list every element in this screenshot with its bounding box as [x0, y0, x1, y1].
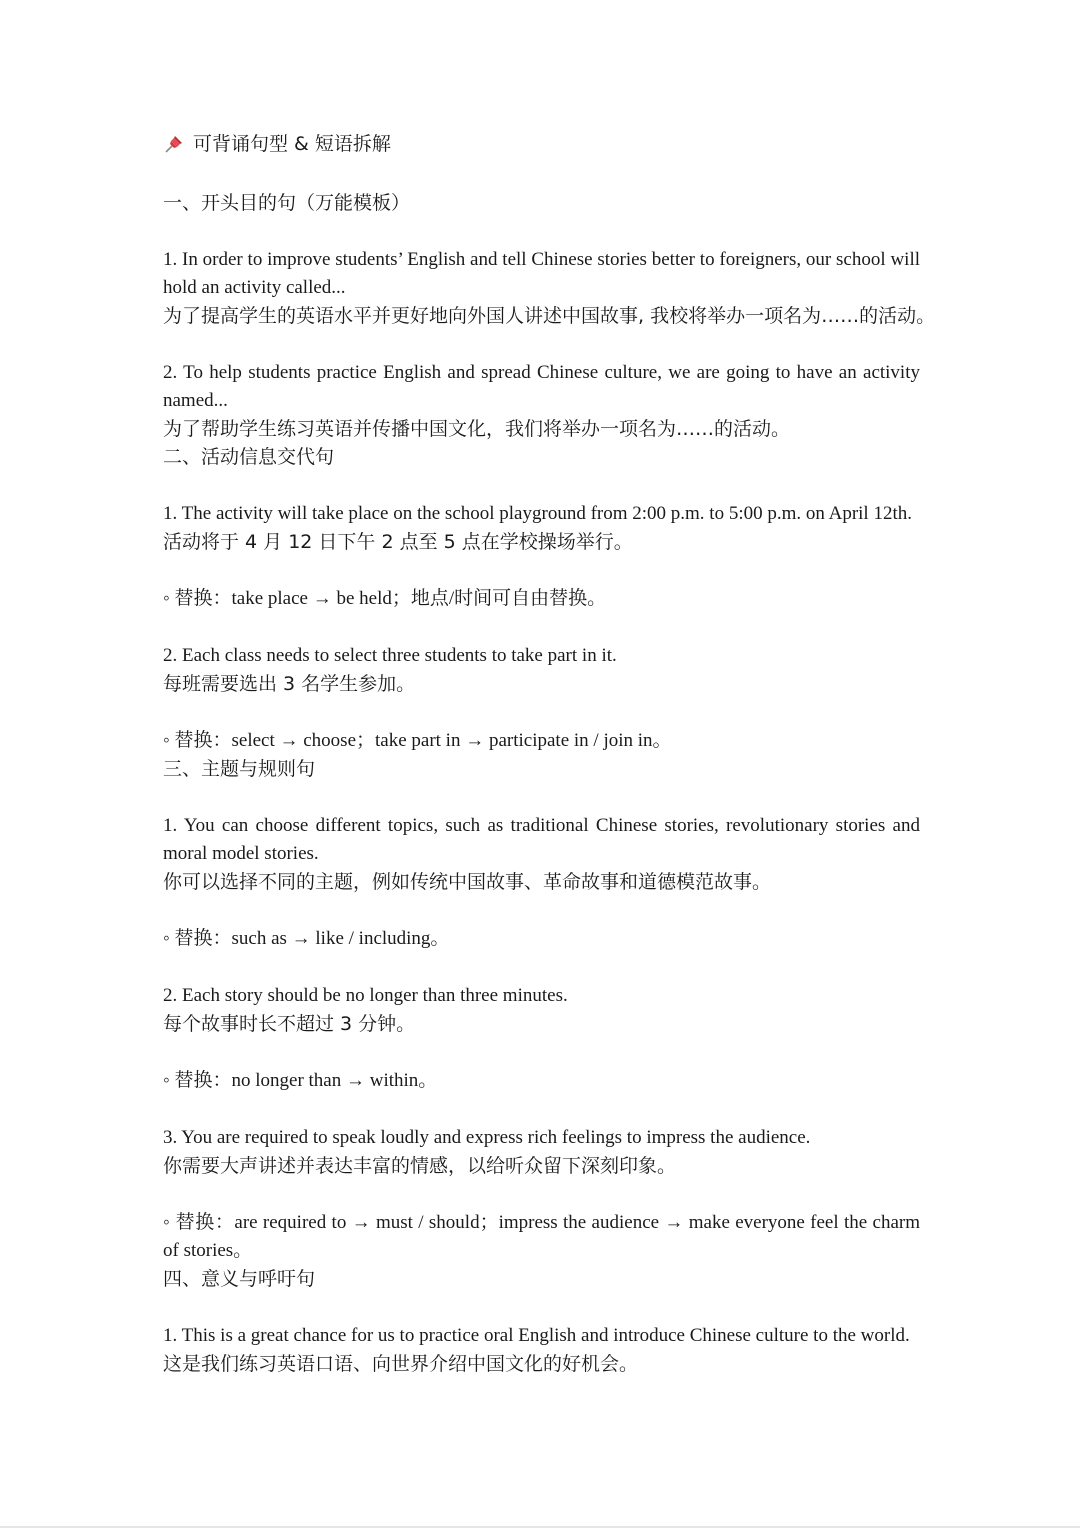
sentence-english: 1. This is a great chance for us to practice oral English and introduce Chinese culture to the world.: [163, 1325, 910, 1346]
substitution-note: ◦ 替换：are required to → must / should；impress the audience → make everyone feel the charm of stories。: [163, 1212, 920, 1261]
document-title: [163, 128, 920, 160]
sentence-chinese: 这是我们练习英语口语、向世界介绍中国文化的好机会。: [163, 1353, 639, 1375]
section-heading: 二、活动信息交代句: [163, 446, 335, 468]
sentence-chinese: 为了帮助学生练习英语并传播中国文化，我们将举办一项名为……的活动。: [163, 418, 791, 440]
sentence-english: 1. In order to improve students’ English and tell Chinese stories better to foreigners, our school will hold an activity called...: [163, 249, 920, 298]
substitution-note: ◦ 替换：such as → like / including。: [163, 928, 450, 949]
sentence-chinese: 你需要大声讲述并表达丰富的情感，以给听众留下深刻印象。: [163, 1155, 677, 1177]
sentence-english: 1. The activity will take place on the school playground from 2:00 p.m. to 5:00 p.m. on April 12th.: [163, 503, 912, 524]
section-heading: 一、开头目的句（万能模板）: [163, 192, 411, 214]
sentence-chinese: 每班需要选出 3 名学生参加。: [163, 673, 416, 695]
spacer: [163, 160, 920, 189]
sentence-chinese: 你可以选择不同的主题，例如传统中国故事、革命故事和道德模范故事。: [163, 871, 772, 893]
sentence-chinese: 为了提高学生的英语水平并更好地向外国人讲述中国故事, 我校将举办一项名为……的活动。: [163, 305, 936, 327]
section-heading: 四、意义与呼吁句: [163, 1268, 316, 1290]
sentence-chinese: 每个故事时长不超过 3 分钟。: [163, 1013, 416, 1035]
sentence-english: 2. Each story should be no longer than three minutes.: [163, 985, 568, 1006]
pushpin-icon: [163, 133, 185, 155]
title-text: 可背诵句型 & 短语拆解: [193, 133, 391, 155]
substitution-note: ◦ 替换：no longer than → within。: [163, 1070, 438, 1091]
sentence-english: 2. To help students practice English and spread Chinese culture, we are going to have an activity named...: [163, 362, 920, 411]
sentence-english: 1. You can choose different topics, such as traditional Chinese stories, revolutionary stories and moral model stories.: [163, 815, 920, 864]
section-heading: 三、主题与规则句: [163, 758, 316, 780]
substitution-note: ◦ 替换：take place → be held；地点/时间可自由替换。: [163, 588, 607, 609]
document-body: [163, 128, 936, 1378]
sentence-english: 3. You are required to speak loudly and express rich feelings to impress the audience.: [163, 1127, 811, 1148]
sentence-english: 2. Each class needs to select three students to take part in it.: [163, 645, 617, 666]
substitution-note: ◦ 替换：select → choose；take part in → participate in / join in。: [163, 730, 672, 751]
sentence-chinese: 活动将于 4 月 12 日下午 2 点至 5 点在学校操场举行。: [163, 531, 633, 553]
